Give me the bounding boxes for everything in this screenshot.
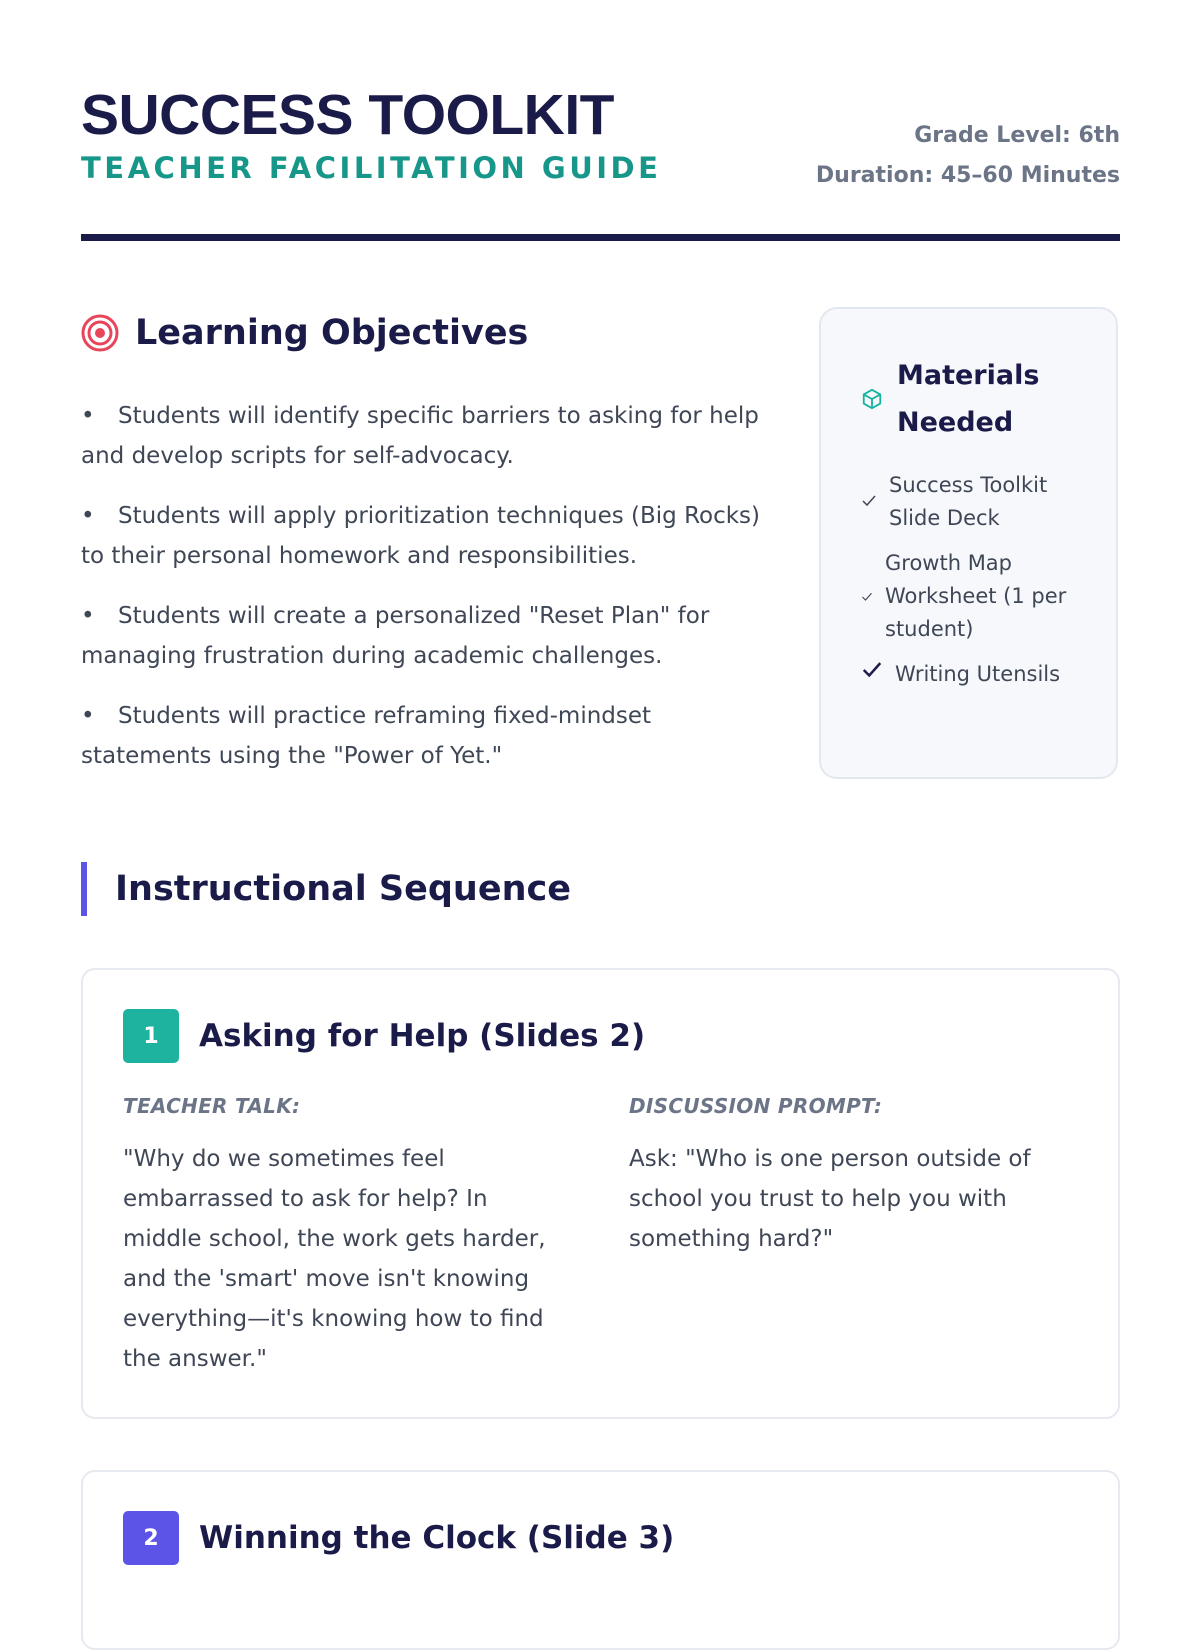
objective-text: Students will create a personalized "Reset Plan" for managing frustration during academic challenges. (81, 603, 710, 669)
objective-text: Students will identify specific barriers to asking for help and develop scripts for self-advocacy. (81, 403, 759, 469)
duration: Duration: 45–60 Minutes (815, 163, 1120, 188)
step-number-badge: 1 (123, 1009, 179, 1063)
learning-objectives-heading (81, 306, 761, 360)
objectives-list (81, 396, 761, 776)
materials-heading (861, 352, 1039, 446)
material-text: Growth Map Worksheet (1 per student) (885, 551, 1067, 641)
list-item (81, 696, 761, 776)
objective-text: Students will practice reframing fixed-mindset statements using the "Power of Yet." (81, 703, 652, 769)
materials-list (861, 469, 1101, 703)
box-icon (861, 388, 883, 410)
teacher-talk-text: "Why do we sometimes feel embarrassed to ask for help? In middle school, the work gets harder, and the 'smart' move isn't knowing everything—it's knowing how to find the answer." (123, 1146, 546, 1372)
list-item (861, 658, 1101, 691)
bullet: • (81, 503, 95, 529)
grade-level: Grade Level: 6th (914, 123, 1120, 148)
lesson-meta (816, 116, 1120, 196)
guide-subtitle: TEACHER FACILITATION GUIDE (81, 151, 662, 185)
discussion-prompt-text: Ask: "Who is one person outside of school you trust to help you with something hard?" (629, 1146, 1031, 1252)
list-item (81, 596, 761, 676)
materials-card (819, 307, 1118, 779)
step-card-1 (81, 968, 1120, 1419)
bullet: • (81, 603, 95, 629)
material-text: Writing Utensils (895, 662, 1061, 686)
step-number-badge: 2 (123, 1511, 179, 1565)
step-card-2 (81, 1470, 1120, 1650)
guide-title: SUCCESS TOOLKIT (81, 83, 614, 147)
list-item (861, 547, 1101, 646)
materials-title: Materials Needed (897, 360, 1040, 438)
list-item (81, 396, 761, 476)
learning-objectives-section (81, 306, 761, 796)
instructional-sequence-heading (81, 862, 571, 916)
check-icon (861, 486, 877, 519)
facilitation-guide-page (81, 0, 1120, 1556)
step-title: Winning the Clock (Slide 3) (199, 1520, 675, 1556)
bullet: • (81, 703, 95, 729)
header-divider (81, 234, 1120, 241)
bullet: • (81, 403, 95, 429)
step-header (123, 1511, 674, 1565)
step-title: Asking for Help (Slides 2) (199, 1018, 646, 1054)
teacher-talk-label: TEACHER TALK: (123, 1094, 301, 1118)
discussion-prompt-column (629, 1091, 1069, 1259)
instructional-sequence-title: Instructional Sequence (115, 869, 571, 909)
teacher-talk-column (123, 1091, 573, 1379)
material-text: Success Toolkit Slide Deck (889, 473, 1048, 530)
check-icon (861, 580, 873, 613)
discussion-prompt-label: DISCUSSION PROMPT: (629, 1094, 883, 1118)
section-accent-bar (81, 862, 87, 916)
check-icon (861, 658, 883, 691)
step-header (123, 1009, 645, 1063)
learning-objectives-title: Learning Objectives (135, 313, 529, 353)
list-item (81, 496, 761, 576)
guide-header (81, 0, 1120, 242)
objective-text: Students will apply prioritization techniques (Big Rocks) to their personal homework and responsibilities. (81, 503, 761, 569)
target-icon (81, 314, 119, 352)
list-item (861, 469, 1101, 535)
